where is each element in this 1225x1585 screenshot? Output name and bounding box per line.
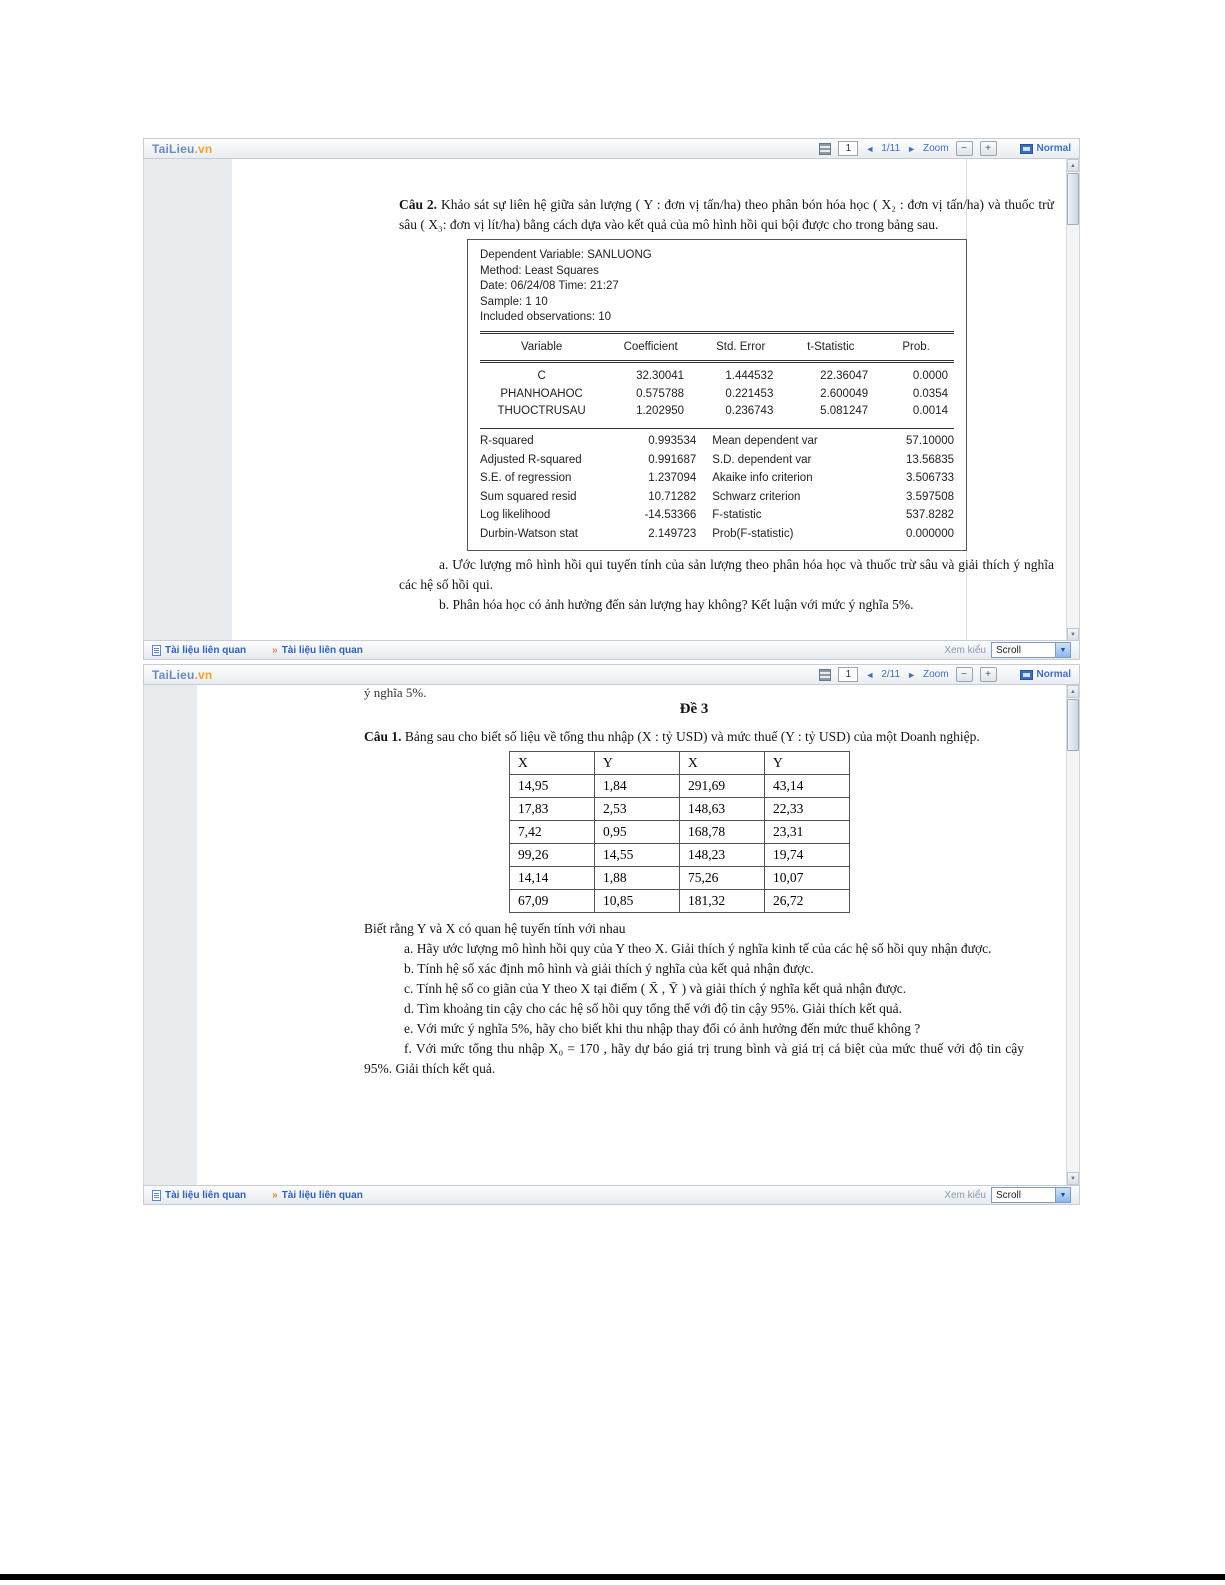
table-cell: 2.600049 bbox=[820, 387, 869, 400]
viewer-bottombar-1 bbox=[143, 640, 1080, 660]
stat-value: 3.506733 bbox=[906, 472, 954, 484]
vertical-scrollbar[interactable] bbox=[1066, 159, 1079, 641]
question-1-label: Câu 1. bbox=[364, 729, 402, 744]
question-1-paragraph bbox=[364, 727, 1024, 747]
tailieu-logo[interactable] bbox=[152, 142, 212, 156]
table-cell: 10,85 bbox=[595, 890, 680, 913]
column-header: Y bbox=[765, 752, 850, 775]
table-header-row bbox=[480, 334, 954, 361]
monitor-icon bbox=[1020, 144, 1033, 154]
table-cell: 32.30041 bbox=[636, 370, 685, 382]
bottombar-links bbox=[152, 645, 363, 656]
question-1-item-e: e. Với mức ý nghĩa 5%, hãy cho biết khi thu nhập thay đổi có ảnh hưởng đến mức thuế không ? bbox=[404, 1021, 921, 1036]
page2-text-column bbox=[364, 699, 1024, 1079]
table-row bbox=[480, 386, 954, 404]
next-page-icon[interactable]: ► bbox=[907, 669, 916, 680]
table-row bbox=[480, 470, 954, 489]
table-cell: 0.0354 bbox=[912, 387, 948, 400]
table-row bbox=[480, 488, 954, 507]
screenshot-bottom-border bbox=[0, 1574, 1225, 1580]
document-icon bbox=[152, 1190, 161, 1201]
view-mode-label: Xem kiểu bbox=[944, 644, 986, 656]
table-cell: 5.081247 bbox=[820, 405, 869, 417]
zoom-out-button[interactable]: − bbox=[956, 667, 973, 682]
stat-label: S.D. dependent var bbox=[712, 453, 812, 466]
view-mode-label: Xem kiểu bbox=[944, 1189, 986, 1201]
column-header: Std. Error bbox=[716, 340, 766, 353]
stat-label: Durbin-Watson stat bbox=[480, 527, 578, 540]
thumbnails-icon[interactable] bbox=[819, 669, 831, 681]
document-page-2 bbox=[197, 685, 1068, 1185]
viewport-margin bbox=[144, 159, 232, 641]
question-1-item-d: d. Tìm khoảng tin cậy cho các hệ số hồi quy tổng thể với độ tin cậy 95%. Giải thích kết quả. bbox=[404, 1001, 903, 1016]
viewer-bottombar-2 bbox=[143, 1185, 1080, 1205]
prev-page-icon[interactable]: ◄ bbox=[865, 669, 875, 680]
chevrons-icon: » bbox=[272, 644, 278, 656]
eviews-coefficient-rows bbox=[480, 368, 954, 421]
logo-suffix: .vn bbox=[194, 667, 213, 682]
related-documents-link-1[interactable] bbox=[152, 645, 246, 656]
table-cell: 17,83 bbox=[510, 798, 595, 821]
table-cell: THUOCTRUSAU bbox=[497, 405, 586, 417]
table-cell: 67,09 bbox=[510, 890, 595, 913]
table-cell: 0.236743 bbox=[725, 405, 774, 417]
stat-label: Schwarz criterion bbox=[712, 490, 801, 503]
table-cell: 14,14 bbox=[510, 867, 595, 890]
chevron-down-icon: ▼ bbox=[1055, 643, 1070, 657]
next-page-icon[interactable]: ► bbox=[907, 143, 916, 154]
chevrons-icon: » bbox=[272, 1189, 278, 1201]
table-cell: 22.36047 bbox=[820, 370, 869, 382]
scroll-up-icon[interactable]: ▲ bbox=[1067, 159, 1079, 172]
income-tax-data-table bbox=[509, 751, 850, 913]
page-number-input[interactable] bbox=[838, 141, 858, 156]
question-1-item-c: c. Tính hệ số co giãn của Y theo X tại điểm ( X̄ , Ȳ ) và giải thích ý nghĩa kết quả nhận được. bbox=[404, 981, 907, 996]
scroll-up-icon[interactable]: ▲ bbox=[1067, 685, 1079, 698]
document-viewport-2 bbox=[143, 685, 1080, 1185]
zoom-out-button[interactable]: − bbox=[956, 141, 973, 156]
toolbar-controls bbox=[819, 667, 1071, 682]
table-cell: 148,63 bbox=[680, 798, 765, 821]
column-header: t-Statistic bbox=[807, 340, 855, 353]
zoom-label[interactable]: Zoom bbox=[922, 143, 949, 154]
table-cell: C bbox=[537, 370, 546, 382]
divider bbox=[480, 428, 954, 429]
table-header-row bbox=[510, 752, 850, 775]
table-cell: 0,95 bbox=[595, 821, 680, 844]
prev-page-icon[interactable]: ◄ bbox=[865, 143, 875, 154]
column-header: X bbox=[680, 752, 765, 775]
table-row bbox=[480, 433, 954, 452]
table-cell: 1.444532 bbox=[725, 370, 774, 382]
logo-text: TaiLieu bbox=[152, 667, 195, 682]
table-cell: 181,32 bbox=[680, 890, 765, 913]
viewport-margin bbox=[144, 685, 197, 1185]
stat-value: 537.8282 bbox=[906, 509, 954, 521]
normal-view-button[interactable] bbox=[1020, 143, 1071, 154]
table-cell: 22,33 bbox=[765, 798, 850, 821]
stat-value: 1.237094 bbox=[648, 472, 697, 484]
table-row bbox=[510, 798, 850, 821]
column-header: Variable bbox=[520, 340, 563, 353]
ev-sample: Sample: 1 10 bbox=[480, 295, 548, 308]
tailieu-logo[interactable] bbox=[152, 668, 212, 682]
document-viewport-1 bbox=[143, 159, 1080, 641]
table-cell: 1.202950 bbox=[636, 405, 685, 417]
table-row bbox=[480, 525, 954, 544]
page-indicator: 1/11 bbox=[881, 143, 901, 154]
scroll-down-icon[interactable]: ▼ bbox=[1067, 628, 1079, 641]
toolbar-controls bbox=[819, 141, 1071, 156]
eviews-statistics-table bbox=[480, 433, 954, 544]
ev-dependent-variable: Dependent Variable: SANLUONG bbox=[480, 249, 652, 261]
table-cell: 0.0014 bbox=[912, 405, 948, 417]
column-header: Y bbox=[595, 752, 680, 775]
table-cell: 14,95 bbox=[510, 775, 595, 798]
stat-value: 2.149723 bbox=[648, 527, 697, 540]
thumbnails-icon[interactable] bbox=[819, 143, 831, 155]
table-cell: PHANHOAHOC bbox=[500, 387, 583, 400]
table-cell: 168,78 bbox=[680, 821, 765, 844]
link-label: Tài liệu liên quan bbox=[165, 1189, 247, 1201]
ev-date-time: Date: 06/24/08 Time: 21:27 bbox=[480, 280, 619, 292]
page-number-input[interactable] bbox=[838, 667, 858, 682]
stat-value: 0.993534 bbox=[648, 435, 697, 447]
viewer-toolbar-1 bbox=[143, 138, 1080, 159]
document-icon bbox=[152, 645, 161, 656]
table-cell: 99,26 bbox=[510, 844, 595, 867]
table-cell: 10,07 bbox=[765, 867, 850, 890]
question-1-item-f: f. Với mức tổng thu nhập X₀ = 170 , hãy dự báo giá trị trung bình và giá trị cá biệt của mức thuế với độ tin cậy 95%. Giải thích kết quả. bbox=[364, 1041, 1024, 1076]
table-row bbox=[480, 451, 954, 470]
stat-label: F-statistic bbox=[712, 509, 762, 521]
monitor-icon bbox=[1020, 670, 1033, 680]
related-documents-link-2[interactable] bbox=[272, 645, 363, 656]
view-mode-select[interactable] bbox=[991, 1187, 1071, 1203]
eviews-regression-output bbox=[467, 239, 967, 551]
stat-value: 3.597508 bbox=[906, 490, 954, 503]
normal-view-label: Normal bbox=[1036, 143, 1071, 154]
ev-observations: Included observations: 10 bbox=[480, 311, 612, 323]
view-mode-value: Scroll bbox=[996, 644, 1022, 656]
stat-label: R-squared bbox=[480, 435, 534, 447]
stat-label: Prob(F-statistic) bbox=[712, 527, 794, 540]
column-header: X bbox=[510, 752, 595, 775]
question-2-paragraph bbox=[399, 195, 1054, 235]
viewer-toolbar-2 bbox=[143, 664, 1080, 685]
table-cell: 0.575788 bbox=[636, 387, 685, 400]
table-cell: 43,14 bbox=[765, 775, 850, 798]
stat-label: Mean dependent var bbox=[712, 435, 818, 447]
page-indicator: 2/11 bbox=[881, 669, 901, 680]
stat-value: 0.991687 bbox=[648, 453, 697, 466]
scrollbar-thumb[interactable] bbox=[1067, 173, 1079, 225]
normal-view-button[interactable] bbox=[1020, 669, 1071, 680]
table-row bbox=[480, 507, 954, 526]
vertical-scrollbar[interactable] bbox=[1066, 685, 1079, 1185]
stat-value: 0.000000 bbox=[906, 527, 954, 540]
linear-relation-note: Biết rằng Y và X có quan hệ tuyến tính với nhau bbox=[364, 921, 626, 936]
ev-method: Method: Least Squares bbox=[480, 264, 599, 277]
question-2-text: Khảo sát sự liên hệ giữa sản lượng ( Y : đơn vị tấn/ha) theo phân bón hóa học ( X₂ : đơn vị tấn/ha) và thuốc trừ sâu ( X₃: đơn vị lít/ha) bằng cách dựa vào kết quả của mô hình hồi qui bội được cho trong bảng sau. bbox=[399, 197, 1054, 232]
table-row bbox=[510, 821, 850, 844]
table-row bbox=[480, 403, 954, 421]
table-cell: 148,23 bbox=[680, 844, 765, 867]
related-documents-link-2[interactable] bbox=[272, 1190, 363, 1201]
bottombar-links bbox=[152, 1190, 363, 1201]
table-cell: 75,26 bbox=[680, 867, 765, 890]
page1-text-column bbox=[399, 195, 1054, 615]
question-1-text: Bảng sau cho biết số liệu về tổng thu nhập (X : tỷ USD) và mức thuế (Y : tỷ USD) của một Doanh nghiệp. bbox=[401, 729, 980, 744]
table-cell: 23,31 bbox=[765, 821, 850, 844]
link-label: Tài liệu liên quan bbox=[165, 644, 247, 656]
stat-value: 13.56835 bbox=[906, 453, 954, 466]
normal-view-label: Normal bbox=[1036, 669, 1071, 680]
link-label: Tài liệu liên quan bbox=[281, 644, 363, 656]
question-2-item-b: b. Phân hóa học có ảnh hưởng đến sản lượng hay không? Kết luận với mức ý nghĩa 5%. bbox=[439, 596, 914, 612]
link-label: Tài liệu liên quan bbox=[281, 1189, 363, 1201]
table-cell: 291,69 bbox=[680, 775, 765, 798]
table-cell: 1,84 bbox=[595, 775, 680, 798]
related-documents-link-1[interactable] bbox=[152, 1190, 246, 1201]
column-header: Coefficient bbox=[623, 340, 678, 353]
view-mode-value: Scroll bbox=[996, 1189, 1022, 1201]
stat-value: -14.53366 bbox=[644, 509, 697, 521]
logo-suffix: .vn bbox=[194, 141, 213, 156]
document-page-1 bbox=[232, 159, 1054, 641]
table-row bbox=[510, 775, 850, 798]
table-row bbox=[510, 890, 850, 913]
scrollbar-thumb[interactable] bbox=[1067, 699, 1079, 751]
table-row bbox=[510, 844, 850, 867]
table-cell: 0.221453 bbox=[725, 387, 774, 400]
zoom-in-button[interactable]: + bbox=[980, 141, 997, 156]
logo-text: TaiLieu bbox=[152, 141, 195, 156]
table-row bbox=[510, 867, 850, 890]
stat-label: Akaike info criterion bbox=[712, 472, 813, 484]
question-1-item-a: a. Hãy ước lượng mô hình hồi quy của Y theo X. Giải thích ý nghĩa kinh tế của các hệ số hồi quy nhận được. bbox=[404, 941, 992, 956]
table-cell: 2,53 bbox=[595, 798, 680, 821]
stat-value: 57.10000 bbox=[906, 435, 954, 447]
table-cell: 0.0000 bbox=[912, 370, 948, 382]
stat-label: Adjusted R-squared bbox=[480, 453, 582, 466]
zoom-in-button[interactable]: + bbox=[980, 667, 997, 682]
stat-value: 10.71282 bbox=[648, 490, 697, 503]
table-cell: 1,88 bbox=[595, 867, 680, 890]
view-mode-select[interactable] bbox=[991, 642, 1071, 658]
eviews-coefficient-table bbox=[480, 334, 954, 361]
stat-label: Sum squared resid bbox=[480, 490, 577, 503]
exam-title: Đề 3 bbox=[679, 701, 709, 717]
stat-label: Log likelihood bbox=[480, 509, 551, 521]
viewer-panel-2 bbox=[143, 664, 1080, 1205]
divider bbox=[480, 360, 954, 363]
chevron-down-icon: ▼ bbox=[1055, 1188, 1070, 1202]
question-2-item-a: a. Ước lượng mô hình hồi qui tuyến tính của sản lượng theo phân hóa học và thuốc trừ sâu và giải thích ý nghĩa các hệ số hồi qui. bbox=[399, 556, 1054, 592]
column-header: Prob. bbox=[902, 340, 930, 353]
table-cell: 26,72 bbox=[765, 890, 850, 913]
table-cell: 7,42 bbox=[510, 821, 595, 844]
question-2-label: Câu 2. bbox=[399, 197, 438, 212]
table-cell: 14,55 bbox=[595, 844, 680, 867]
stat-label: S.E. of regression bbox=[480, 472, 572, 484]
clipped-previous-line: ý nghĩa 5%. bbox=[364, 685, 427, 700]
table-row bbox=[480, 368, 954, 386]
scroll-down-icon[interactable]: ▼ bbox=[1067, 1172, 1079, 1185]
zoom-label[interactable]: Zoom bbox=[922, 669, 949, 680]
table-cell: 19,74 bbox=[765, 844, 850, 867]
viewer-panel-1 bbox=[143, 138, 1080, 660]
question-1-item-b: b. Tính hệ số xác định mô hình và giải thích ý nghĩa của kết quả nhận được. bbox=[404, 961, 814, 976]
